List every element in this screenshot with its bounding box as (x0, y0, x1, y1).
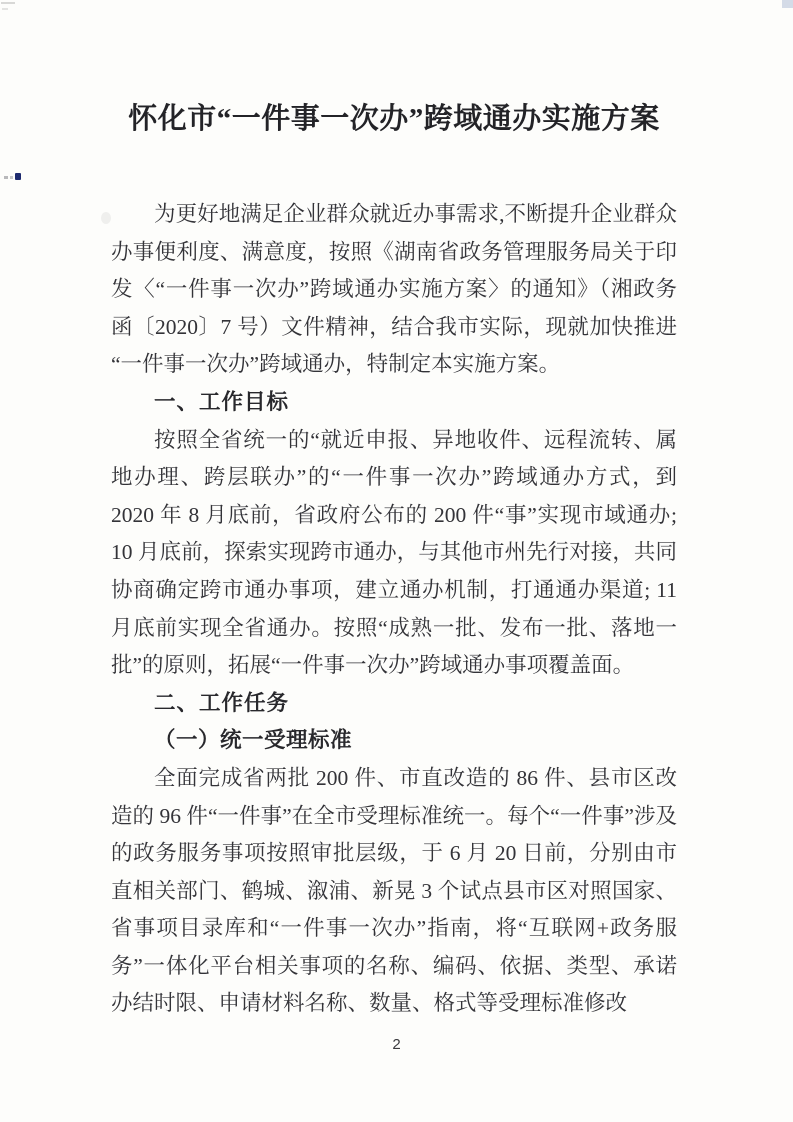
paragraph-work-goals: 按照全省统一的“就近申报、异地收件、远程流转、属地办理、跨层联办”的“一件事一次办”跨域通办方式，到 2020 年 8 月底前，省政府公布的 200 件“事”实现市域通办; 10 月底前，探索实现跨市通办，与其他市州先行对接，共同协商确定跨市通办事项，建立通办机制，打通通办渠道; 11 月底前实现全省通办。按照“成熟一批、发布一批、落地一批”的原则，拓展“一件事一次办”跨域通办事项覆盖面。 (111, 427, 677, 678)
page-number: 2 (392, 1036, 401, 1053)
scan-artifact-top-left-line (1, 2, 15, 4)
scan-artifact-top-right-mark (782, 0, 793, 8)
paragraph-intro: 为更好地满足企业群众就近办事需求,不断提升企业群众办事便利度、满意度，按照《湖南省政务管理服务局关于印发〈“一件事一次办”跨域通办实施方案〉的通知》（湘政务函〔2020〕7 号）文件精神，结合我市实际，现就加快推进“一件事一次办”跨域通办，特制定本实施方案。 (111, 202, 677, 377)
scan-artifact-top-left-speck (2, 8, 8, 10)
scan-artifact-gray-speck-2 (10, 176, 13, 179)
heading-work-tasks: 二、工作任务 (154, 690, 290, 715)
scan-artifact-ink-dot (15, 173, 21, 180)
scan-artifact-gray-speck-1 (4, 176, 8, 179)
scan-artifact-smudge (101, 212, 111, 224)
subheading-unified-acceptance-standard: （一）统一受理标准 (154, 728, 353, 753)
document-content (111, 100, 677, 1023)
heading-work-goals: 一、工作目标 (154, 389, 290, 414)
paragraph-unified-acceptance-standard: 全面完成省两批 200 件、市直改造的 86 件、县市区改造的 96 件“一件事”在全市受理标准统一。每个“一件事”涉及的政务服务事项按照审批层级，于 6 月 20 日前，分别由市直相关部门、鹤城、溆浦、新晃 3 个试点县市区对照国家、省事项目录库和“一件事一次办”指南，将“互联网+政务服务”一体化平台相关事项的名称、编码、依据、类型、承诺办结时限、申请材料名称、数量、格式等受理标准修改 (111, 765, 677, 1016)
document-title: 怀化市“一件事一次办”跨域通办实施方案 (128, 103, 660, 135)
